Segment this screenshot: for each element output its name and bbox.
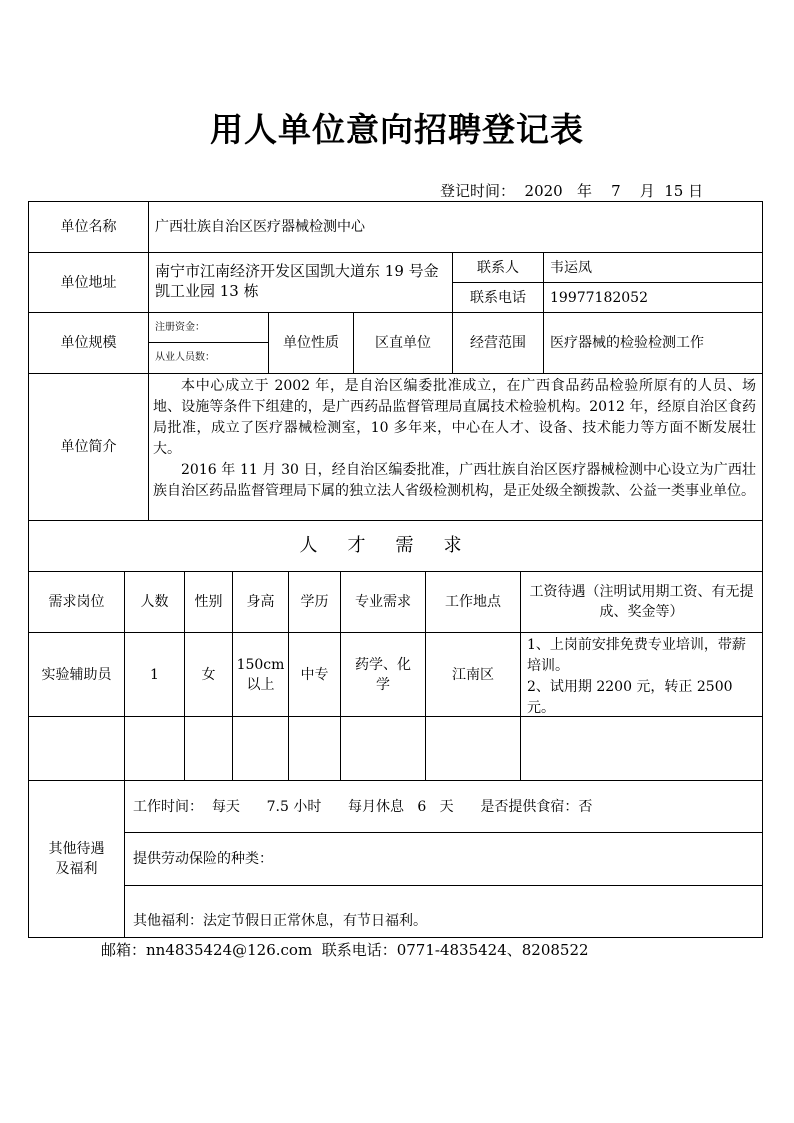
empty-cell [28, 716, 125, 781]
row-height: 150cm 以上 [232, 632, 289, 717]
phone-label: 联系电话 [452, 282, 544, 313]
col-location: 工作地点 [425, 571, 521, 633]
empty-cell [232, 716, 289, 781]
company-name-label: 单位名称 [28, 201, 149, 253]
row-major: 药学、化学 [340, 632, 426, 717]
footer-contact: 邮箱：nn4835424@126.com 联系电话：0771-4835424、8208522 [101, 941, 589, 959]
col-major: 专业需求 [340, 571, 426, 633]
other-benefits: 其他福利：法定节假日正常休息，有节日福利。 [124, 885, 763, 938]
registration-time: 登记时间： 2020 年 7 月 15 日 [440, 182, 704, 200]
col-count: 人数 [124, 571, 185, 633]
contact-value: 韦运凤 [543, 252, 763, 283]
row-gender: 女 [184, 632, 233, 717]
intro-text [148, 373, 763, 521]
work-time: 工作时间： 每天 7.5 小时 每月休息 6 天 是否提供食宿：否 [124, 780, 763, 833]
empty-cell [425, 716, 521, 781]
capital-label: 注册资金： [148, 312, 269, 343]
empty-cell [184, 716, 233, 781]
intro-paragraph-2: 2016 年 11 月 30 日，经自治区编委批准，广西壮族自治区医疗器械检测中心设立为广西壮族自治区药品监督管理局下属的独立法人省级检测机构，是正处级全额拨款、公益一类事业单位。 [153, 462, 756, 499]
row-count: 1 [124, 632, 185, 717]
row-salary [520, 632, 763, 717]
col-gender: 性别 [184, 571, 233, 633]
nature-value: 区直单位 [353, 312, 453, 374]
col-salary: 工资待遇（注明试用期工资、有无提成、奖金等） [520, 571, 763, 633]
talent-header: 人才需求 [28, 520, 763, 572]
intro-label: 单位简介 [28, 373, 149, 521]
phone-value: 19977182052 [543, 282, 763, 313]
empty-cell [340, 716, 426, 781]
empty-cell [124, 716, 185, 781]
address-label: 单位地址 [28, 252, 149, 313]
empty-cell [520, 716, 763, 781]
col-position: 需求岗位 [28, 571, 125, 633]
contact-label: 联系人 [452, 252, 544, 283]
row-salary-line-2: 2、试用期 2200 元，转正 2500 元。 [527, 679, 733, 716]
nature-label: 单位性质 [268, 312, 354, 374]
empty-cell [288, 716, 341, 781]
scope-value: 医疗器械的检验检测工作 [543, 312, 763, 374]
intro-paragraph-1: 本中心成立于 2002 年，是自治区编委批准成立，在广西食品药品检验所原有的人员、场地、设施等条件下组建的，是广西药品监督管理局直属技术检验机构。2012 年，经原自治区食药局批准，成立了医疗器械检测室，10 多年来，中心在人才、设备、技术能力等方面不断发展壮大。 [153, 378, 756, 457]
address-value: 南宁市江南经济开发区国凯大道东 19 号金凯工业园 13 栋 [148, 252, 453, 313]
benefits-label: 其他待遇及福利 [28, 780, 125, 938]
company-name-value: 广西壮族自治区医疗器械检测中心 [148, 201, 763, 253]
col-height: 身高 [232, 571, 289, 633]
page-title: 用人单位意向招聘登记表 [210, 110, 584, 149]
scale-label: 单位规模 [28, 312, 149, 374]
row-salary-line-1: 1、上岗前安排免费专业培训，带薪培训。 [527, 637, 746, 674]
scope-label: 经营范围 [452, 312, 544, 374]
row-education: 中专 [288, 632, 341, 717]
row-position: 实验辅助员 [28, 632, 125, 717]
row-location: 江南区 [425, 632, 521, 717]
col-education: 学历 [288, 571, 341, 633]
staff-label: 从业人员数： [148, 342, 269, 374]
insurance: 提供劳动保险的种类： [124, 832, 763, 886]
